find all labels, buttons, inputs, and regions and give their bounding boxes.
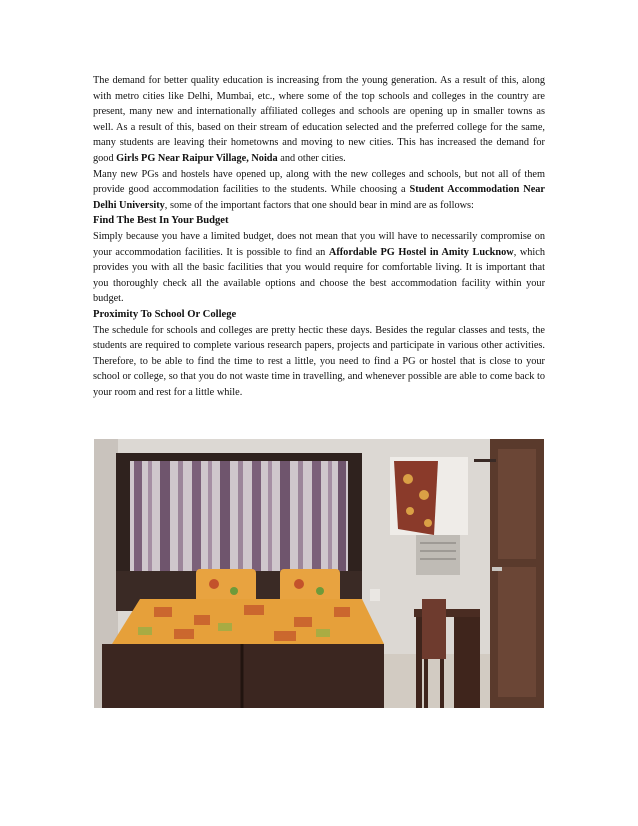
room-illustration — [94, 439, 544, 708]
pillow-right — [280, 569, 340, 603]
article-body — [93, 73, 545, 400]
intro-text-1: The demand for better quality education is increasing from the young generation. As a result of this, along with metro cities like Delhi, Mumbai, etc., where some of the top schools and colleges in the country are present, many new and internationally affiliated colleges and schools are opening up in smaller towns as well. As a result of this, based on their stream of education selected and the preferred college for the same, many students are leaving their hometowns and moving to new cities. This has increased the demand for good — [93, 75, 545, 164]
paragraph-intro — [93, 73, 545, 167]
budget-text-2: , which provides you with all the basic facilities that you would require for comfortable living. It is important that you thoroughly check all the available options and choose the best accommodation facility within your budget. — [93, 246, 546, 305]
budget-keyword: Affordable PG Hostel in Amity Lucknow — [328, 246, 514, 258]
paragraph-new-pgs — [93, 167, 545, 214]
chair — [422, 599, 446, 659]
heading-budget: Find The Best In Your Budget — [93, 215, 229, 227]
hostel-room-photo — [94, 439, 544, 708]
new-pgs-keyword: Student Accommodation Near Delhi University — [93, 184, 545, 211]
intro-keyword-link: Girls PG Near Raipur Village, Noida — [116, 152, 278, 164]
proximity-text: The schedule for schools and colleges are pretty hectic these days. Besides the regular classes and tests, the students are required to complete various research papers, projects and participate in various other activities. Therefore, to be able to find the time to rest a little, you need to find a PG or hostel that is close to your school or college, so that you do not waste time in travelling, and whenever possible are able to come back to your room and rest for a little while. — [93, 324, 545, 398]
air-conditioner — [416, 535, 460, 575]
heading-proximity: Proximity To School Or College — [93, 308, 237, 320]
pillow-left — [196, 569, 256, 603]
intro-text-2: and other cities. — [277, 152, 346, 164]
paragraph-budget — [93, 229, 545, 307]
striped-headboard-panel — [130, 461, 348, 571]
budget-text-1: Simply because you have a limited budget, does not mean that you will have to necessarily compromise on your accommodation facilities. It is possible to find an — [93, 230, 545, 258]
new-pgs-text-1: Many new PGs and hostels have opened up, along with the new colleges and schools, but not all of them provide good accommodation facilities to the students. While choosing a — [93, 168, 545, 196]
paragraph-proximity — [93, 323, 545, 401]
new-pgs-text-2: , some of the important factors that one should bear in mind are as follows: — [164, 199, 474, 211]
